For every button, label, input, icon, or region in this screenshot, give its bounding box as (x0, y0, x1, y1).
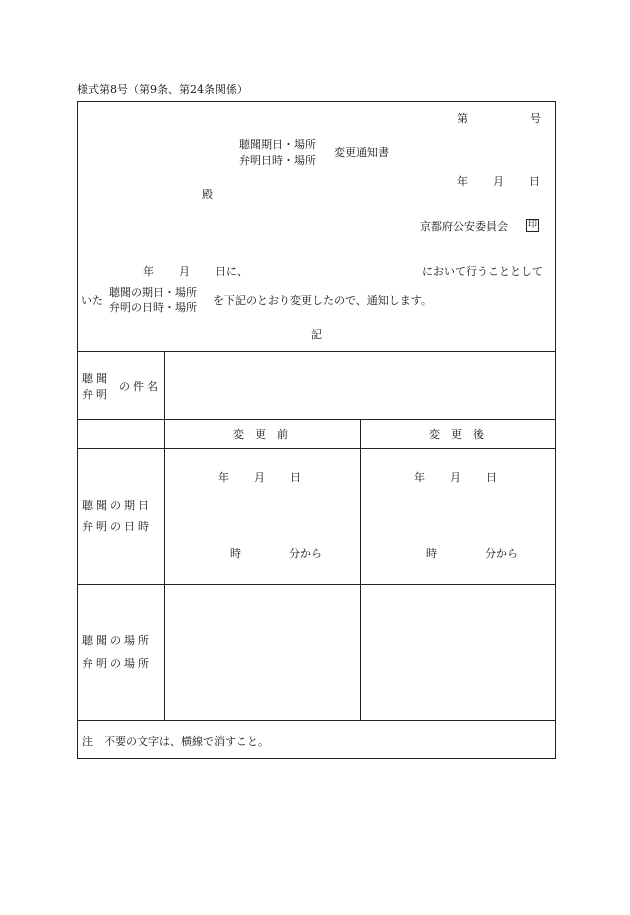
after-minute: 分から (485, 547, 518, 560)
date-day: 日 (529, 175, 540, 188)
label-column-line (164, 351, 165, 720)
after-day: 日 (486, 471, 497, 484)
date-year: 年 (457, 175, 468, 188)
number-suffix: 号 (530, 112, 541, 125)
after-hour: 時 (426, 547, 437, 560)
place-label-explanation: 弁明の場所 (82, 657, 152, 670)
table-top-line (77, 351, 556, 352)
case-label-suffix: の件名 (119, 380, 161, 393)
seal-mark: 印 (527, 220, 537, 230)
after-year: 年 (414, 471, 425, 484)
before-header: 変 更 前 (233, 428, 288, 441)
after-header: 変 更 後 (429, 428, 484, 441)
before-year: 年 (218, 471, 229, 484)
footnote: 注 不要の文字は、横線で消すこと。 (82, 735, 269, 748)
before-hour: 時 (230, 547, 241, 560)
body-month: 月 (179, 265, 190, 278)
after-month: 月 (450, 471, 461, 484)
form-number: 様式第8号（第9条、第24条関係） (77, 83, 248, 96)
body-option-hearing: 聴聞の期日・場所 (109, 286, 197, 299)
body-phrase-2: いた (81, 294, 103, 307)
issuer-name: 京都府公安委員会 (420, 220, 508, 233)
document-title: 変更通知書 (334, 146, 389, 159)
body-day: 日に、 (215, 265, 248, 278)
body-option-explanation: 弁明の日時・場所 (109, 301, 197, 314)
body-phrase-3: を下記のとおり変更したので、通知します。 (213, 294, 432, 307)
addressee-suffix: 殿 (202, 188, 213, 201)
case-label-explanation: 弁明 (82, 388, 110, 401)
title-option-hearing: 聴聞期日・場所 (239, 138, 316, 151)
title-option-explanation: 弁明日時・場所 (239, 154, 316, 167)
before-month: 月 (254, 471, 265, 484)
body-year: 年 (143, 265, 154, 278)
ki-mark: 記 (311, 328, 322, 341)
header-row-top-line (77, 419, 556, 420)
body-phrase-1: において行うこととして (422, 265, 543, 278)
place-row-bottom-line (77, 720, 556, 721)
number-prefix: 第 (457, 112, 468, 125)
before-day: 日 (290, 471, 301, 484)
before-after-divider (360, 419, 361, 720)
case-label-hearing: 聴聞 (82, 372, 110, 385)
datetime-label-hearing: 聴聞の期日 (82, 499, 152, 512)
before-minute: 分から (289, 547, 322, 560)
header-row-bottom-line (77, 448, 556, 449)
place-label-hearing: 聴聞の場所 (82, 634, 152, 647)
date-month: 月 (493, 175, 504, 188)
datetime-row-bottom-line (77, 584, 556, 585)
datetime-label-explanation: 弁明の日時 (82, 520, 152, 533)
